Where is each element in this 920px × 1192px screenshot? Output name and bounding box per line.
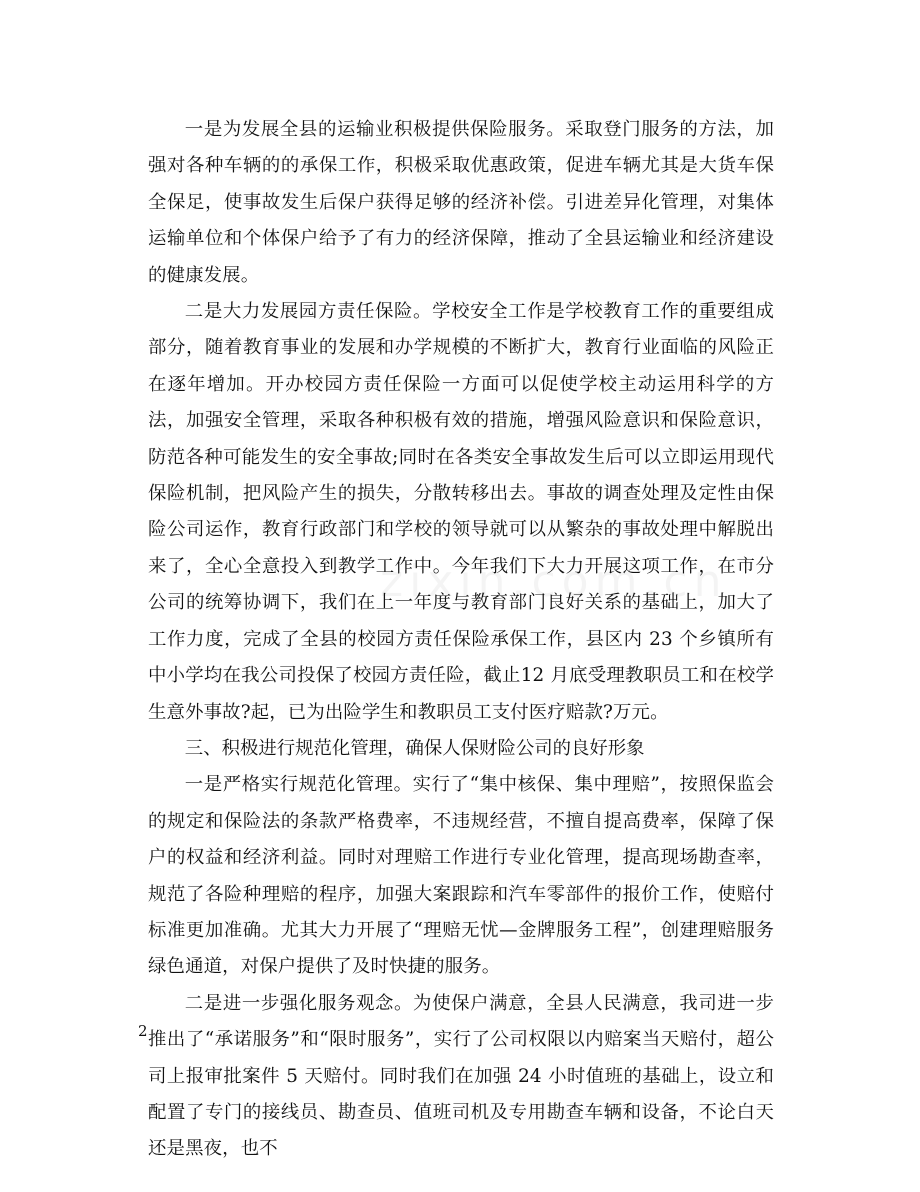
paragraph-standardized-management: 一是严格实行规范化管理。实行了“集中核保、集中理赔”，按照保监会的规定和保险法的条款严格费率，不违规经营，不擅自提高费率，保障了保户的权益和经济利益。同时对理赔工作进行专业化管理，提高现场勘查率，规范了各险种理赔的程序，加强大案跟踪和汽车零部件的报价工作，使赔付标准更加准确。尤其大力开展了“理赔无忧—金牌服务工程”，创建理赔服务绿色通道，对保户提供了及时快捷的服务。 bbox=[148, 774, 774, 978]
paragraph-campus-liability: 二是大力发展园方责任保险。学校安全工作是学校教育工作的重要组成部分，随着教育事业的发展和办学规模的不断扩大，教育行业面临的风险正在逐年增加。开办校园方责任保险一方面可以促使学校主动运用科学的方法，加强安全管理，采取各种积极有效的措施，增强风险意识和保险意识，防范各种可能发生的安全事故;同时在各类安全事故发生后可以立即运用现代保险机制，把风险产生的损失，分散转移出去。事故的调查处理及定性由保险公司运作，教育行政部门和学校的领导就可以从繁杂的事故处理中解脱出来了，全心全意投入到教学工作中。今年我们下大力开展这项工作，在市分公司的统筹协调下，我们在上一年度与教育部门良好关系的基础上，加大了工作力度，完成了全县的校园方责任保险承保工作，县区内 23 个乡镇所有中小学均在我公司投保了校园方责任险，截止12 月底受理教职员工和在校学生意外事故?起，已为出险学生和教职员工支付医疗赔款?万元。 bbox=[148, 301, 774, 723]
page-number: 2 bbox=[138, 1022, 148, 1040]
paragraph-service-concept: 二是进一步强化服务观念。为使保户满意，全县人民满意，我司进一步推出了“承诺服务”和“限时服务”，实行了公司权限以内赔案当天赔付，超公司上报审批案件 5 天赔付。同时我们在加强 24 小时值班的基础上，设立和配置了专门的接线员、勘查员、值班司机及专用勘查车辆和设备，不论白天还是黑夜，也不 bbox=[148, 992, 774, 1160]
document-body bbox=[148, 112, 774, 1168]
section-heading-standardized-management: 三、积极进行规范化管理，确保人保财险公司的良好形象 bbox=[184, 737, 645, 759]
paragraph-transport-insurance: 一是为发展全县的运输业积极提供保险服务。采取登门服务的方法，加强对各种车辆的的承保工作，积极采取优惠政策，促进车辆尤其是大货车保全保足，使事故发生后保户获得足够的经济补偿。引进差异化管理，对集体运输单位和个体保户给予了有力的经济保障，推动了全县运输业和经济建设的健康发展。 bbox=[148, 119, 774, 286]
